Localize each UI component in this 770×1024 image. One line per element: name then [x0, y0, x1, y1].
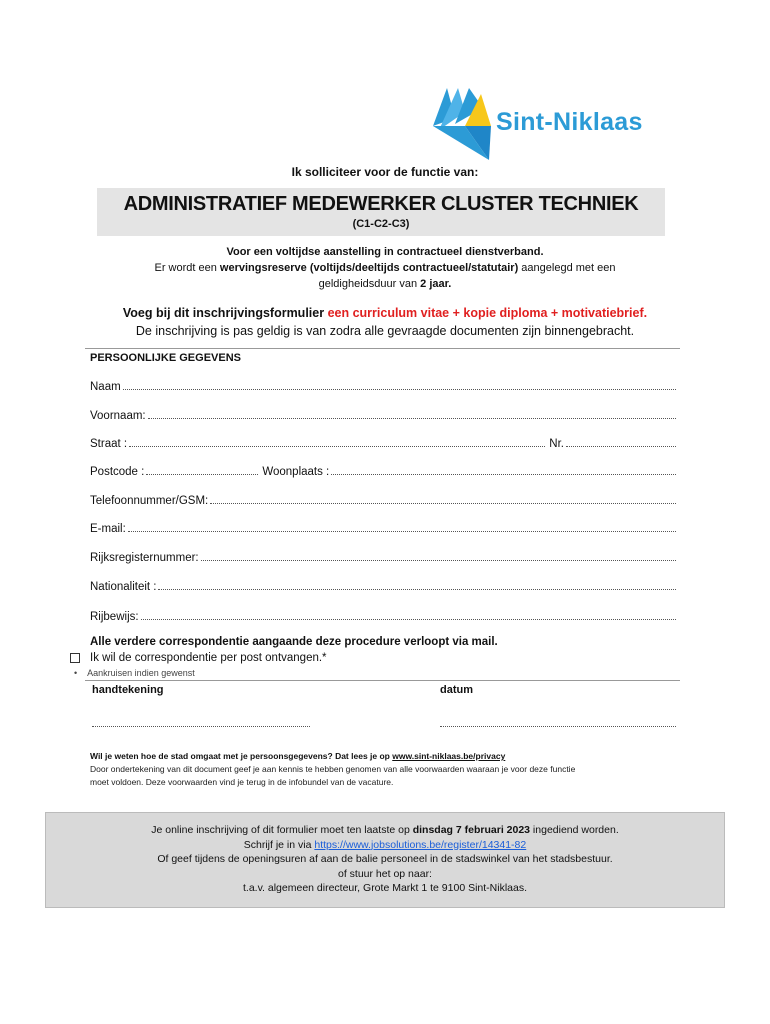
function-levels: (C1-C2-C3): [352, 218, 410, 230]
checkbox-note: [74, 668, 195, 678]
label-nr: Nr.: [549, 438, 564, 450]
field-voornaam[interactable]: [90, 409, 676, 422]
attach-validity: De inschrijving is pas geldig is van zodra alle gevraagde documenten zijn binnengebracht.: [135, 324, 635, 338]
field-telefoon[interactable]: [90, 494, 676, 507]
field-email[interactable]: [90, 522, 676, 535]
register-link[interactable]: https://www.jobsolutions.be/register/14341-82: [314, 838, 527, 851]
intro-line-2-pre: Er wordt een: [154, 262, 220, 274]
privacy-link[interactable]: www.sint-niklaas.be/privacy: [392, 751, 506, 761]
input-postcode[interactable]: [146, 465, 258, 475]
deadline-post: ingediend worden.: [530, 824, 619, 836]
submission-info-box: [45, 812, 725, 908]
date-input[interactable]: [440, 726, 676, 727]
submit-in-person: Of geef tijdens de openingsuren af aan de balie personeel in de stadswinkel van het stadsbestuur.: [157, 853, 613, 865]
apply-line: Ik solliciteer voor de functie van:: [291, 165, 479, 179]
register-pre: Schrijf je in via: [243, 838, 315, 851]
field-naam[interactable]: [90, 380, 676, 393]
section-title: PERSOONLIJKE GEGEVENS: [90, 352, 241, 364]
label-voornaam: Voornaam:: [90, 410, 146, 422]
input-voornaam[interactable]: [148, 409, 676, 419]
input-nationaliteit[interactable]: [158, 580, 676, 590]
label-naam: Naam: [90, 381, 121, 393]
signature-label: handtekening: [92, 684, 164, 696]
divider-top: [85, 348, 680, 349]
deadline-date: dinsdag 7 februari 2023: [412, 824, 531, 836]
post-correspondence-option[interactable]: [70, 652, 327, 664]
post-correspondence-label: Ik wil de correspondentie per post ontvangen.*: [90, 652, 327, 664]
input-rijksregister[interactable]: [201, 551, 676, 561]
logo-text: Sint-Niklaas: [496, 108, 643, 136]
label-straat: Straat :: [90, 438, 128, 450]
field-rijksregister[interactable]: [90, 551, 676, 564]
intro-text: [100, 244, 670, 292]
intro-line-2-bold: wervingsreserve (voltijds/deeltijds contractueel/statutair): [219, 262, 519, 274]
field-straat[interactable]: [90, 437, 676, 450]
input-naam[interactable]: [123, 380, 676, 390]
label-woonplaats: Woonplaats :: [262, 466, 330, 478]
field-nationaliteit[interactable]: [90, 580, 676, 593]
privacy-line-2: Door ondertekening van dit document geef je aan kennis te hebben genomen van alle voorwaarden waaraan je voor deze functie: [90, 764, 576, 774]
deadline-pre: Je online inschrijving of dit formulier moet ten laatste op: [151, 824, 413, 836]
submit-by-post: of stuur het op naar:: [338, 867, 432, 880]
privacy-line-1: Wil je weten hoe de stad omgaat met je persoonsgegevens? Dat lees je op: [90, 751, 393, 761]
input-rijbewijs[interactable]: [141, 610, 676, 620]
input-telefoon[interactable]: [210, 494, 676, 504]
checkbox-note-text: Aankruisen indien gewenst: [87, 668, 195, 678]
date-label: datum: [440, 684, 473, 696]
label-rijbewijs: Rijbewijs:: [90, 611, 139, 623]
label-telefoon: Telefoonnummer/GSM:: [90, 495, 209, 507]
intro-line-2-post: aangelegd met een: [518, 262, 616, 274]
function-title: ADMINISTRATIEF MEDEWERKER CLUSTER TECHNIEK: [123, 193, 639, 215]
divider-bottom: [85, 680, 680, 681]
postal-address: t.a.v. algemeen directeur, Grote Markt 1 te 9100 Sint-Niklaas.: [242, 882, 528, 894]
input-woonplaats[interactable]: [331, 465, 676, 475]
function-title-box: [97, 188, 665, 236]
attach-pre: Voeg bij dit inschrijvingsformulier: [122, 306, 328, 320]
intro-line-3-bold: 2 jaar.: [420, 278, 452, 290]
privacy-notice: [90, 750, 680, 789]
label-nationaliteit: Nationaliteit :: [90, 581, 157, 593]
field-rijbewijs[interactable]: [90, 610, 676, 623]
input-nr[interactable]: [566, 437, 676, 447]
intro-line-1: Voor een voltijdse aanstelling in contractueel dienstverband.: [226, 246, 544, 258]
attach-required-docs: een curriculum vitae + kopie diploma + motivatiebrief.: [327, 306, 648, 320]
bullet-icon: •: [74, 668, 78, 678]
label-rijksregister: Rijksregisternummer:: [90, 552, 199, 564]
attachments-notice: [90, 304, 680, 340]
post-correspondence-checkbox[interactable]: [70, 653, 80, 663]
label-email: E-mail:: [90, 523, 126, 535]
privacy-line-3: moet voldoen. Deze voorwaarden vind je terug in de infobundel van de vacature.: [90, 777, 394, 787]
label-postcode: Postcode :: [90, 466, 145, 478]
input-straat[interactable]: [129, 437, 545, 447]
field-postcode[interactable]: [90, 465, 676, 478]
intro-line-3-pre: geldigheidsduur van: [318, 278, 421, 290]
signature-input[interactable]: [92, 726, 310, 727]
input-email[interactable]: [128, 522, 676, 532]
correspondence-notice: Alle verdere correspondentie aangaande deze procedure verloopt via mail.: [90, 636, 498, 648]
